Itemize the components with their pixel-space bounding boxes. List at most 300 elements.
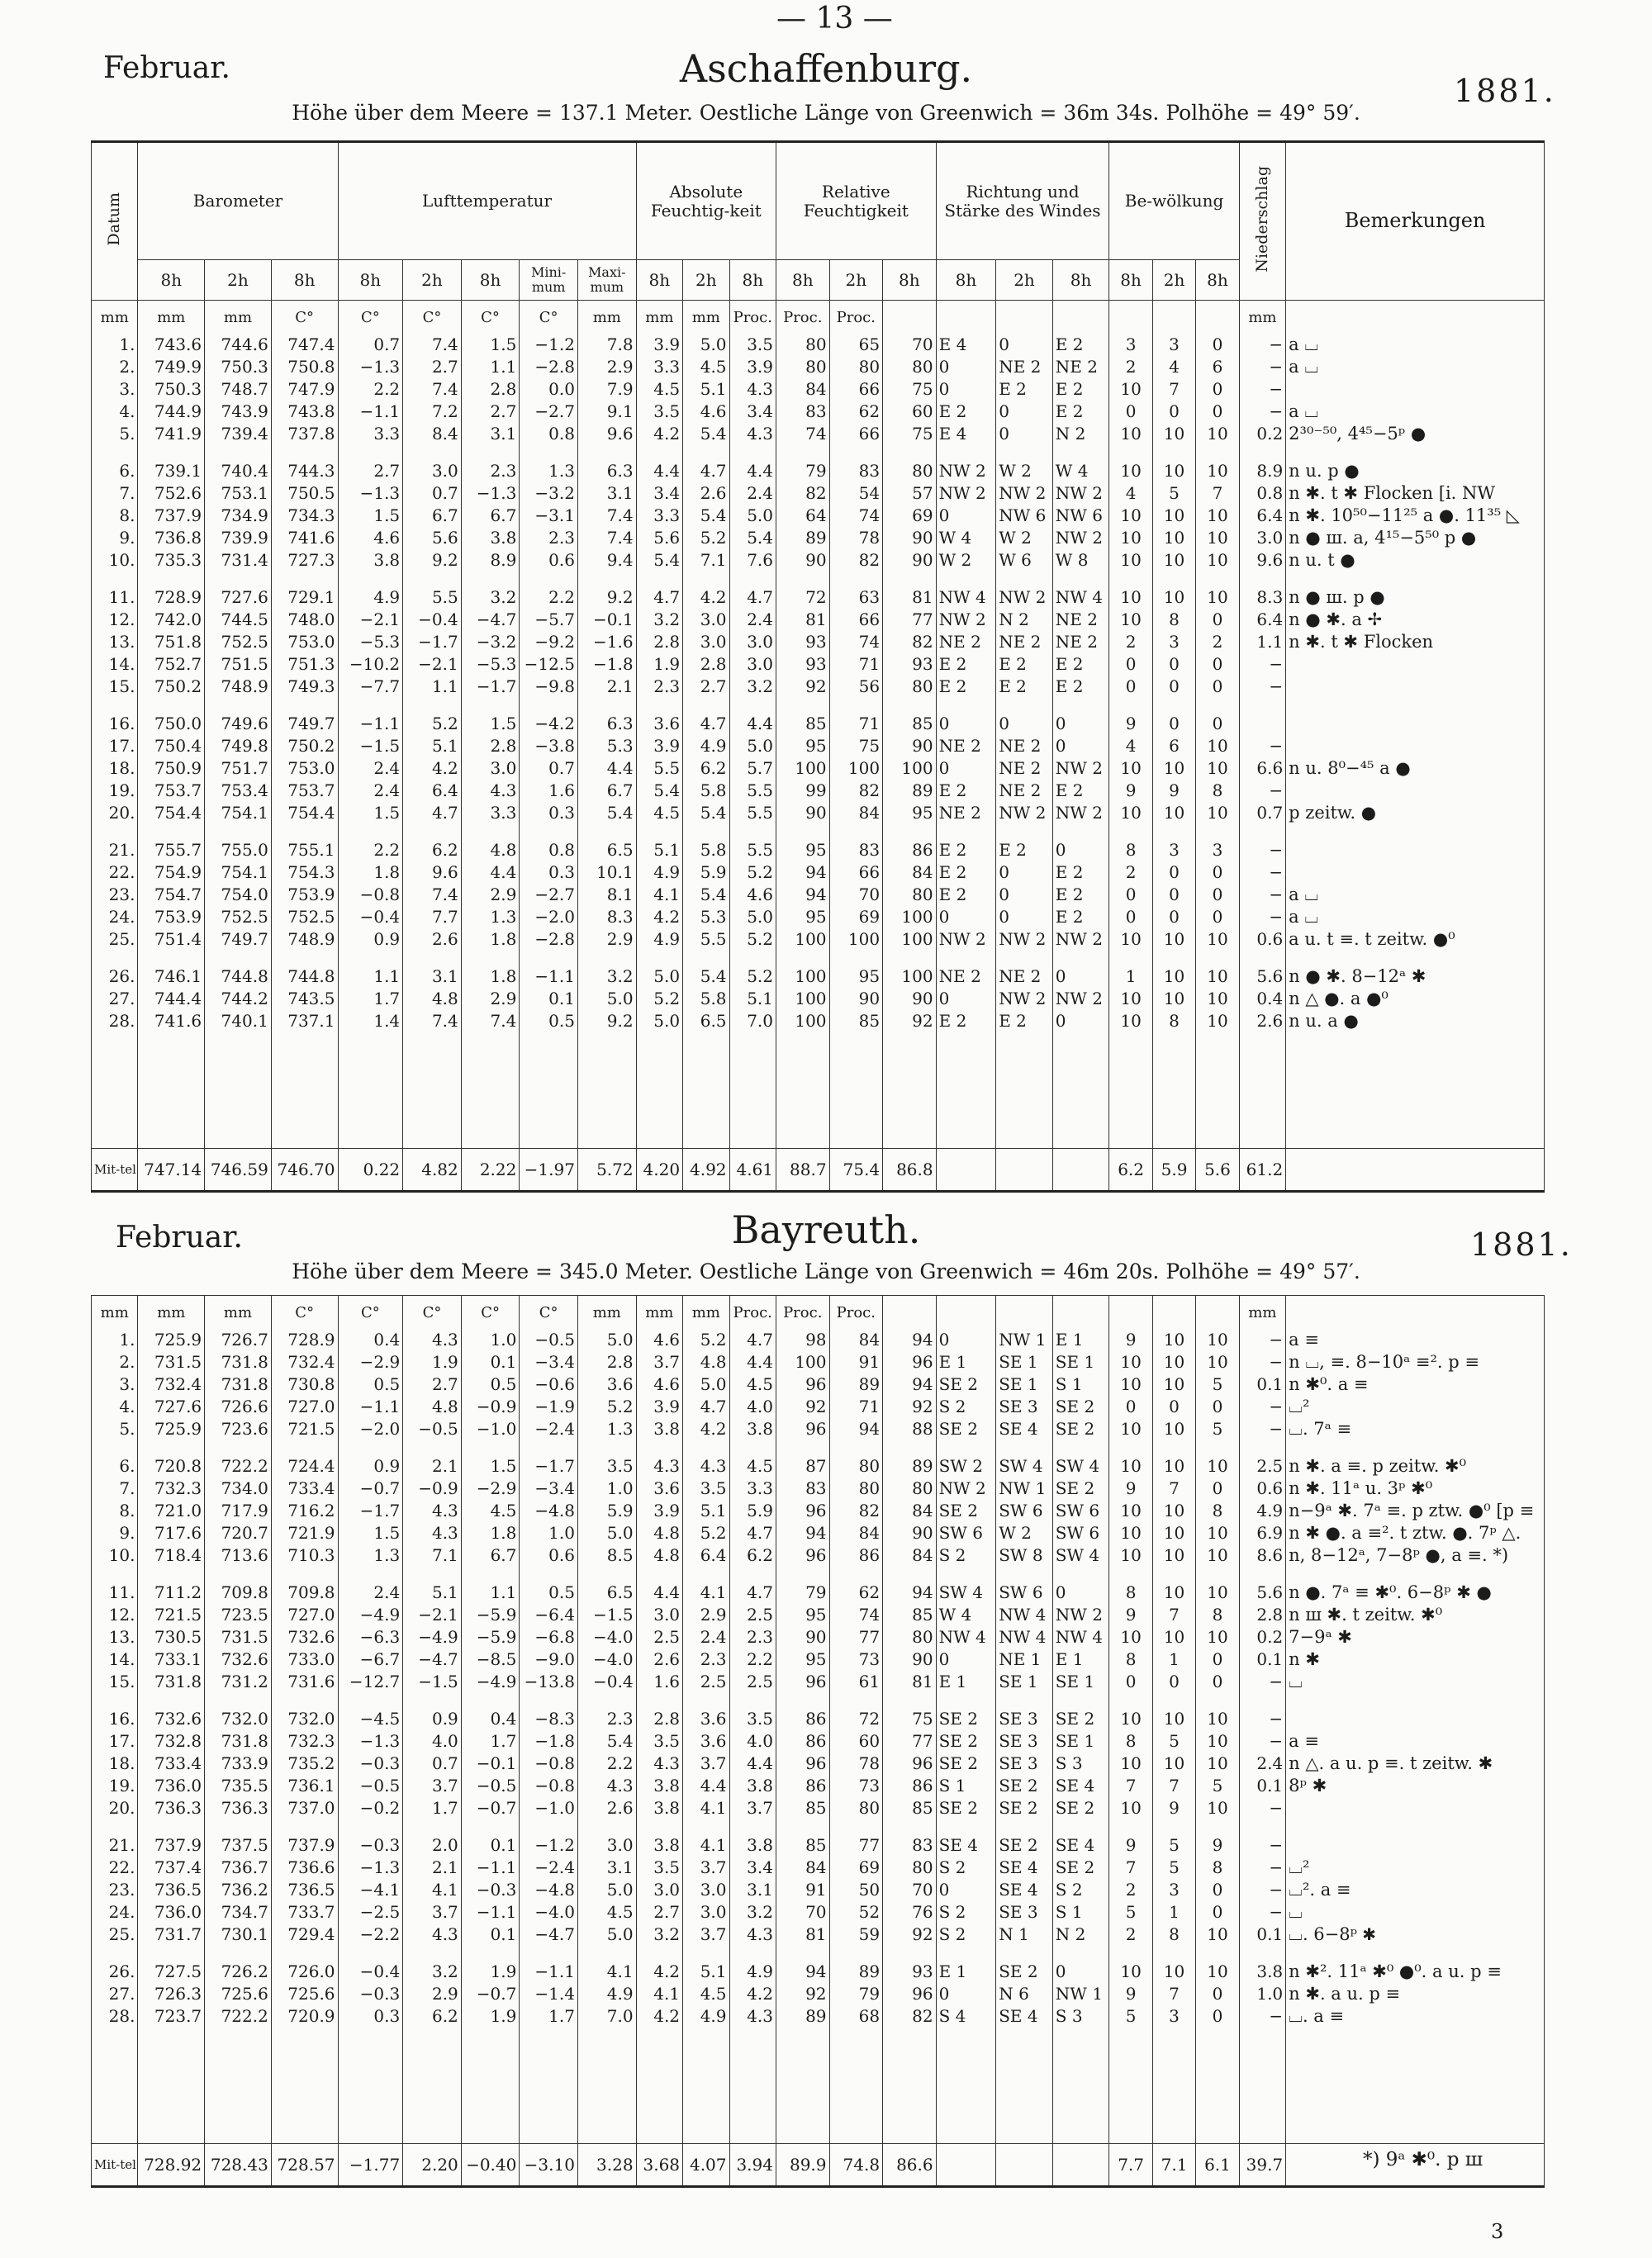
table-cell bbox=[1286, 713, 1545, 735]
table-cell: 744.5 bbox=[205, 609, 272, 631]
table-cell bbox=[829, 698, 883, 713]
table-cell: 81 bbox=[883, 1671, 937, 1693]
table-cell: 66 bbox=[829, 378, 883, 401]
table-cell: 0.9 bbox=[338, 928, 403, 951]
table-cell: 72 bbox=[829, 1708, 883, 1730]
table-cell: 96 bbox=[776, 1671, 829, 1693]
table-cell bbox=[138, 824, 205, 839]
table-cell bbox=[1052, 572, 1109, 586]
table-cell: −3.8 bbox=[520, 735, 578, 757]
header-hour-cell: 8h bbox=[883, 260, 937, 301]
table-cell bbox=[138, 2028, 205, 2144]
table-cell: 89.9 bbox=[776, 2144, 829, 2187]
table-cell bbox=[520, 951, 578, 965]
table-cell: 732.0 bbox=[271, 1708, 338, 1730]
table-cell: 749.6 bbox=[205, 713, 272, 735]
table-cell: −1.3 bbox=[461, 482, 520, 505]
table-cell: N 2 bbox=[1052, 1924, 1109, 1946]
table-cell bbox=[92, 1567, 138, 1582]
section1-year: 1881. bbox=[1454, 73, 1556, 109]
table-cell: 751.3 bbox=[271, 653, 338, 676]
table-cell: W 4 bbox=[936, 1604, 996, 1626]
table-cell: 77 bbox=[829, 1626, 883, 1648]
table-cell bbox=[205, 1032, 272, 1149]
table-cell: 8.9 bbox=[1239, 460, 1285, 482]
table-cell: 19. bbox=[92, 780, 138, 802]
table-cell: 3.0 bbox=[577, 1834, 636, 1857]
table-cell bbox=[138, 1032, 205, 1149]
table-cell bbox=[776, 572, 830, 586]
table-cell: 90 bbox=[829, 988, 883, 1010]
table-cell: 7.9 bbox=[577, 378, 636, 401]
table-cell: 4.0 bbox=[403, 1730, 462, 1753]
table-cell: NE 2 bbox=[936, 735, 996, 757]
section2-year: 1881. bbox=[1470, 1226, 1573, 1263]
table-cell: 2.1 bbox=[577, 676, 636, 698]
table-cell: S 3 bbox=[1052, 2005, 1109, 2028]
table-cell bbox=[1109, 1296, 1152, 1330]
table-cell: SE 4 bbox=[1052, 1834, 1109, 1857]
table-cell: 13. bbox=[92, 631, 138, 653]
header-hour-cell: 8h bbox=[776, 260, 830, 301]
table-cell: 10 bbox=[1152, 505, 1195, 527]
table-cell: 80 bbox=[883, 460, 937, 482]
table-cell bbox=[883, 1440, 937, 1455]
table-cell: −9.0 bbox=[520, 1648, 578, 1671]
table-cell: 90 bbox=[883, 735, 937, 757]
table-cell: 5.8 bbox=[683, 988, 729, 1010]
table-cell bbox=[996, 1567, 1053, 1582]
table-cell: 0 bbox=[1109, 906, 1152, 928]
table-cell: −0.3 bbox=[338, 1834, 403, 1857]
table-cell: 96 bbox=[883, 1753, 937, 1775]
table-cell: 4.1 bbox=[683, 1797, 729, 1819]
table-cell: 710.3 bbox=[271, 1544, 338, 1567]
table-cell: mm bbox=[683, 1296, 729, 1330]
table-cell: 754.9 bbox=[138, 861, 205, 884]
table-cell: mm bbox=[1239, 301, 1285, 334]
table-cell: 84 bbox=[829, 802, 883, 824]
table-cell: 3.0 bbox=[403, 460, 462, 482]
table-cell: 0.2 bbox=[1239, 423, 1285, 445]
table-cell: 84 bbox=[829, 1329, 883, 1351]
table-cell: −1.3 bbox=[338, 356, 403, 378]
table-cell: 752.7 bbox=[138, 653, 205, 676]
table-cell: 7 bbox=[1152, 1983, 1195, 2005]
table-cell: −1.1 bbox=[461, 1857, 520, 1879]
table-cell: 10 bbox=[1152, 527, 1195, 549]
table-cell: 5.6 bbox=[403, 527, 462, 549]
table-cell: 2.8 bbox=[577, 1351, 636, 1373]
table-cell: −1.4 bbox=[520, 1983, 578, 2005]
table-cell: 5.0 bbox=[577, 988, 636, 1010]
table-cell: 10 bbox=[1152, 1961, 1195, 1983]
table-cell: 10 bbox=[1196, 549, 1239, 572]
table-cell: 82 bbox=[883, 2005, 937, 2028]
table-cell: NW 2 bbox=[936, 1478, 996, 1500]
table-cell: 3 bbox=[1152, 2005, 1195, 2028]
table-cell: −8.3 bbox=[520, 1708, 578, 1730]
table-cell: 3.2 bbox=[636, 609, 682, 631]
table-cell bbox=[729, 1032, 776, 1149]
table-cell: 731.4 bbox=[205, 549, 272, 572]
table-cell: 69 bbox=[829, 906, 883, 928]
table-cell bbox=[636, 1819, 682, 1834]
table-cell bbox=[403, 951, 462, 965]
table-cell: 733.7 bbox=[271, 1901, 338, 1924]
table-cell: 10 bbox=[1109, 1797, 1152, 1819]
table-row bbox=[92, 1478, 1545, 1500]
table-cell: 1.3 bbox=[461, 906, 520, 928]
table-cell: −8.5 bbox=[461, 1648, 520, 1671]
table-cell: −6.3 bbox=[338, 1626, 403, 1648]
table-cell: SE 2 bbox=[936, 1753, 996, 1775]
table-cell: −3.4 bbox=[520, 1351, 578, 1373]
table-cell: E 2 bbox=[1052, 906, 1109, 928]
table-cell: n u. a ● bbox=[1286, 1010, 1545, 1032]
table-cell: SE 2 bbox=[996, 1961, 1053, 1983]
table-cell: 3.7 bbox=[403, 1775, 462, 1797]
header-hour-cell: 8h bbox=[1109, 260, 1152, 301]
table-row bbox=[92, 1797, 1545, 1819]
table-cell: n u. 8⁰−⁴⁵ a ● bbox=[1286, 757, 1545, 780]
table-cell bbox=[338, 1693, 403, 1708]
table-cell: 709.8 bbox=[271, 1582, 338, 1604]
table-cell bbox=[1152, 1819, 1195, 1834]
table-cell: 7.4 bbox=[577, 527, 636, 549]
table-cell: 2.8 bbox=[461, 378, 520, 401]
table-cell: 2.8 bbox=[461, 735, 520, 757]
table-cell: 2 bbox=[1109, 1879, 1152, 1901]
table-cell: W 4 bbox=[936, 527, 996, 549]
table-cell: −3.2 bbox=[520, 482, 578, 505]
table-row bbox=[92, 653, 1545, 676]
table-cell: − bbox=[1239, 839, 1285, 861]
table-cell: 0 bbox=[1109, 1671, 1152, 1693]
table-cell: 91 bbox=[829, 1351, 883, 1373]
table-cell: 6.7 bbox=[403, 505, 462, 527]
table-cell: 3 bbox=[1152, 839, 1195, 861]
table-cell bbox=[520, 1693, 578, 1708]
table-cell: 14. bbox=[92, 1648, 138, 1671]
header-bewoelkung: Be-wölkung bbox=[1109, 142, 1239, 260]
table-cell: 4.3 bbox=[636, 1753, 682, 1775]
table-cell: 4.4 bbox=[636, 1582, 682, 1604]
table-cell: 5.1 bbox=[683, 1961, 729, 1983]
table-cell bbox=[829, 1693, 883, 1708]
table-cell: 71 bbox=[829, 653, 883, 676]
table-cell: −7.7 bbox=[338, 676, 403, 698]
table-cell: 10. bbox=[92, 1544, 138, 1567]
table-cell: −12.5 bbox=[520, 653, 578, 676]
table-cell: 3 bbox=[1152, 631, 1195, 653]
table-cell bbox=[138, 1693, 205, 1708]
table-cell bbox=[1152, 824, 1195, 839]
table-cell: NW 2 bbox=[936, 609, 996, 631]
table-cell: 85 bbox=[883, 1604, 937, 1626]
table-cell: 755.0 bbox=[205, 839, 272, 861]
table-cell: mm bbox=[205, 1296, 272, 1330]
table-cell: 5.9 bbox=[729, 1500, 776, 1522]
table-cell: n ✱². 11ᵃ ✱⁰ ●⁰. a u. p ≡ bbox=[1286, 1961, 1545, 1983]
table-cell bbox=[1052, 1032, 1109, 1149]
table-cell: SE 2 bbox=[936, 1708, 996, 1730]
table-row bbox=[92, 1544, 1545, 1567]
table-cell: W 4 bbox=[1052, 460, 1109, 482]
table-cell bbox=[138, 1946, 205, 1961]
table-cell bbox=[1052, 1819, 1109, 1834]
table-cell: mm bbox=[138, 1296, 205, 1330]
table-cell: −1.1 bbox=[338, 713, 403, 735]
table-cell: 6.7 bbox=[577, 780, 636, 802]
table-cell: −0.9 bbox=[461, 1396, 520, 1418]
table-cell: −2.1 bbox=[403, 653, 462, 676]
table-row bbox=[92, 527, 1545, 549]
table-cell: 734.7 bbox=[205, 1901, 272, 1924]
table-cell: 92 bbox=[883, 1010, 937, 1032]
table-cell: E 2 bbox=[1052, 401, 1109, 423]
table-cell: 3.8 bbox=[636, 1775, 682, 1797]
table-cell: 732.4 bbox=[271, 1351, 338, 1373]
table-cell: −1.1 bbox=[520, 965, 578, 988]
table-cell: −2.7 bbox=[520, 401, 578, 423]
table-cell: 5.8 bbox=[683, 839, 729, 861]
table-cell: 728.9 bbox=[271, 1329, 338, 1351]
table-cell: 82 bbox=[829, 780, 883, 802]
table-cell: 5.5 bbox=[636, 757, 682, 780]
table-cell bbox=[520, 572, 578, 586]
table-cell: 80 bbox=[883, 356, 937, 378]
table-cell: 1.3 bbox=[520, 460, 578, 482]
table-cell: 100 bbox=[776, 988, 830, 1010]
table-cell: −1.8 bbox=[577, 653, 636, 676]
table-cell: 0.0 bbox=[520, 378, 578, 401]
table-row bbox=[92, 1671, 1545, 1693]
table-row bbox=[92, 839, 1545, 861]
table-cell bbox=[829, 2028, 883, 2144]
table-cell: −2.4 bbox=[520, 1418, 578, 1440]
table-cell: −4.2 bbox=[520, 713, 578, 735]
table-cell bbox=[520, 2028, 578, 2144]
table-cell: 0 bbox=[1196, 2005, 1239, 2028]
table-cell: 5.9 bbox=[577, 1500, 636, 1522]
table-cell: 0 bbox=[1196, 1648, 1239, 1671]
table-cell bbox=[1196, 445, 1239, 460]
table-cell bbox=[1286, 1834, 1545, 1857]
table-cell: 8 bbox=[1109, 1582, 1152, 1604]
table-cell: C° bbox=[403, 301, 462, 334]
table-cell bbox=[936, 1296, 996, 1330]
table-cell: 3.8 bbox=[1239, 1961, 1285, 1983]
table-cell bbox=[936, 2144, 996, 2187]
table-cell: 85 bbox=[776, 713, 830, 735]
table-cell bbox=[138, 445, 205, 460]
table-cell bbox=[577, 572, 636, 586]
table-cell: SE 1 bbox=[996, 1351, 1053, 1373]
table-cell: 15. bbox=[92, 1671, 138, 1693]
table-cell: SE 4 bbox=[936, 1834, 996, 1857]
table-cell bbox=[577, 1440, 636, 1455]
table-cell: 734.9 bbox=[205, 505, 272, 527]
table-cell: SE 1 bbox=[1052, 1730, 1109, 1753]
table-cell: 10 bbox=[1109, 1351, 1152, 1373]
table-cell: − bbox=[1239, 1857, 1285, 1879]
table-cell: n ✱. t ✱ Flocken [i. NW bbox=[1286, 482, 1545, 505]
table-cell bbox=[936, 1032, 996, 1149]
table-cell: 86 bbox=[776, 1708, 829, 1730]
table-cell: 5.2 bbox=[403, 713, 462, 735]
table-cell bbox=[1239, 713, 1285, 735]
table-cell bbox=[729, 1946, 776, 1961]
table-cell: 92 bbox=[776, 1983, 829, 2005]
table-cell: 94 bbox=[883, 1373, 937, 1396]
table-cell: 80 bbox=[883, 1857, 937, 1879]
table-cell: 4.1 bbox=[403, 1879, 462, 1901]
table-cell bbox=[996, 1296, 1053, 1330]
table-cell: 4.0 bbox=[729, 1396, 776, 1418]
table-cell: 736.8 bbox=[138, 527, 205, 549]
table-cell bbox=[683, 1946, 729, 1961]
table-cell bbox=[883, 698, 937, 713]
table-cell: 721.5 bbox=[271, 1418, 338, 1440]
table-cell: 7.4 bbox=[403, 334, 462, 356]
table-cell: 3.2 bbox=[577, 965, 636, 988]
table-cell: −6.7 bbox=[338, 1648, 403, 1671]
table-cell bbox=[271, 572, 338, 586]
table-cell: 0 bbox=[1152, 713, 1195, 735]
table-cell: 10 bbox=[1196, 1961, 1239, 1983]
table-cell: E 2 bbox=[936, 676, 996, 698]
table-cell: 0.6 bbox=[520, 1544, 578, 1567]
table-cell bbox=[403, 572, 462, 586]
table-cell: 85 bbox=[883, 1797, 937, 1819]
table-cell: NW 2 bbox=[1052, 482, 1109, 505]
table-cell bbox=[1196, 1567, 1239, 1582]
table-cell: mm bbox=[683, 301, 729, 334]
table-cell: − bbox=[1239, 1708, 1285, 1730]
table-cell: 9 bbox=[1196, 1834, 1239, 1857]
table-cell bbox=[683, 951, 729, 965]
table-cell: 4.9 bbox=[729, 1961, 776, 1983]
table-cell: 5 bbox=[1196, 1373, 1239, 1396]
table-cell: 12. bbox=[92, 1604, 138, 1626]
table-cell: 10 bbox=[1109, 586, 1152, 609]
table-cell: 3.94 bbox=[729, 2144, 776, 2187]
table-cell: 754.0 bbox=[205, 884, 272, 906]
table-cell: 754.1 bbox=[205, 861, 272, 884]
table-cell bbox=[92, 698, 138, 713]
table-row bbox=[92, 735, 1545, 757]
table-cell: ⌴². a ≡ bbox=[1286, 1879, 1545, 1901]
table-cell: 730.5 bbox=[138, 1626, 205, 1648]
table-cell: NW 4 bbox=[936, 586, 996, 609]
table-cell: 0 bbox=[936, 713, 996, 735]
table-cell: SE 4 bbox=[996, 1418, 1053, 1440]
table-cell: 100 bbox=[776, 965, 830, 988]
table-cell: W 2 bbox=[996, 527, 1053, 549]
table-cell: mm bbox=[138, 301, 205, 334]
table-cell: 7.7 bbox=[403, 906, 462, 928]
table-cell: 3.8 bbox=[729, 1834, 776, 1857]
table-cell bbox=[271, 445, 338, 460]
table-cell: 1. bbox=[92, 1329, 138, 1351]
table-cell bbox=[936, 824, 996, 839]
table-cell: 14. bbox=[92, 653, 138, 676]
table-cell: 93 bbox=[776, 631, 830, 653]
table-cell bbox=[1239, 1440, 1285, 1455]
table-cell: NE 1 bbox=[996, 1648, 1053, 1671]
table-cell: 751.8 bbox=[138, 631, 205, 653]
table-cell: 0.7 bbox=[403, 482, 462, 505]
table-cell: 10 bbox=[1109, 757, 1152, 780]
table-cell: 8 bbox=[1196, 1500, 1239, 1522]
table-cell: 10 bbox=[1152, 1418, 1195, 1440]
table-cell: − bbox=[1239, 401, 1285, 423]
table-cell: 2 bbox=[1109, 631, 1152, 653]
table-cell: mm bbox=[636, 1296, 682, 1330]
table-cell: 96 bbox=[776, 1753, 829, 1775]
table-cell: 10 bbox=[1109, 928, 1152, 951]
table-cell bbox=[1286, 1440, 1545, 1455]
table-cell: 4.4 bbox=[729, 1753, 776, 1775]
table-cell: 727.0 bbox=[271, 1604, 338, 1626]
table-cell: NE 2 bbox=[1052, 609, 1109, 631]
table-cell bbox=[776, 1032, 830, 1149]
table-cell: 3.7 bbox=[683, 1924, 729, 1946]
table-cell bbox=[205, 2028, 272, 2144]
table-cell: 16. bbox=[92, 713, 138, 735]
table-cell: 63 bbox=[829, 586, 883, 609]
table-cell bbox=[1286, 951, 1545, 965]
table-cell: 86 bbox=[776, 1775, 829, 1797]
table-row bbox=[92, 356, 1545, 378]
table-cell bbox=[205, 1946, 272, 1961]
table-cell bbox=[776, 2028, 829, 2144]
table-cell: −0.2 bbox=[338, 1797, 403, 1819]
table-cell bbox=[461, 445, 520, 460]
table-cell: 4.4 bbox=[729, 713, 776, 735]
table-cell bbox=[1109, 1819, 1152, 1834]
table-cell: 733.9 bbox=[205, 1753, 272, 1775]
table-cell: 1.7 bbox=[520, 2005, 578, 2028]
table-cell: 2.5 bbox=[1239, 1455, 1285, 1478]
table-cell: 7 bbox=[1152, 1478, 1195, 1500]
table-cell: 4.2 bbox=[636, 1961, 682, 1983]
table-cell: 99 bbox=[776, 780, 830, 802]
table-cell: 737.9 bbox=[138, 1834, 205, 1857]
table-cell: 10 bbox=[1109, 1010, 1152, 1032]
table-cell: 0 bbox=[996, 423, 1053, 445]
table-cell: 9.2 bbox=[403, 549, 462, 572]
table-cell bbox=[829, 1819, 883, 1834]
table-cell: 0 bbox=[996, 861, 1053, 884]
table-cell bbox=[1052, 824, 1109, 839]
table-cell bbox=[338, 1440, 403, 1455]
table-cell bbox=[1196, 301, 1239, 334]
table-cell: 1.5 bbox=[338, 1522, 403, 1544]
table-cell: n ✱ ●. a ≡². t ztw. ●. 7ᵖ △. bbox=[1286, 1522, 1545, 1544]
table-cell bbox=[1239, 1819, 1285, 1834]
table-cell: 70 bbox=[776, 1901, 829, 1924]
table-cell: SW 6 bbox=[996, 1582, 1053, 1604]
table-cell: 3.7 bbox=[683, 1753, 729, 1775]
table-cell: 3.6 bbox=[683, 1708, 729, 1730]
table-cell: E 1 bbox=[936, 1671, 996, 1693]
table-cell: 18. bbox=[92, 1753, 138, 1775]
table-cell: 80 bbox=[829, 356, 883, 378]
table-cell: 4.3 bbox=[636, 1455, 682, 1478]
table-cell bbox=[1286, 378, 1545, 401]
